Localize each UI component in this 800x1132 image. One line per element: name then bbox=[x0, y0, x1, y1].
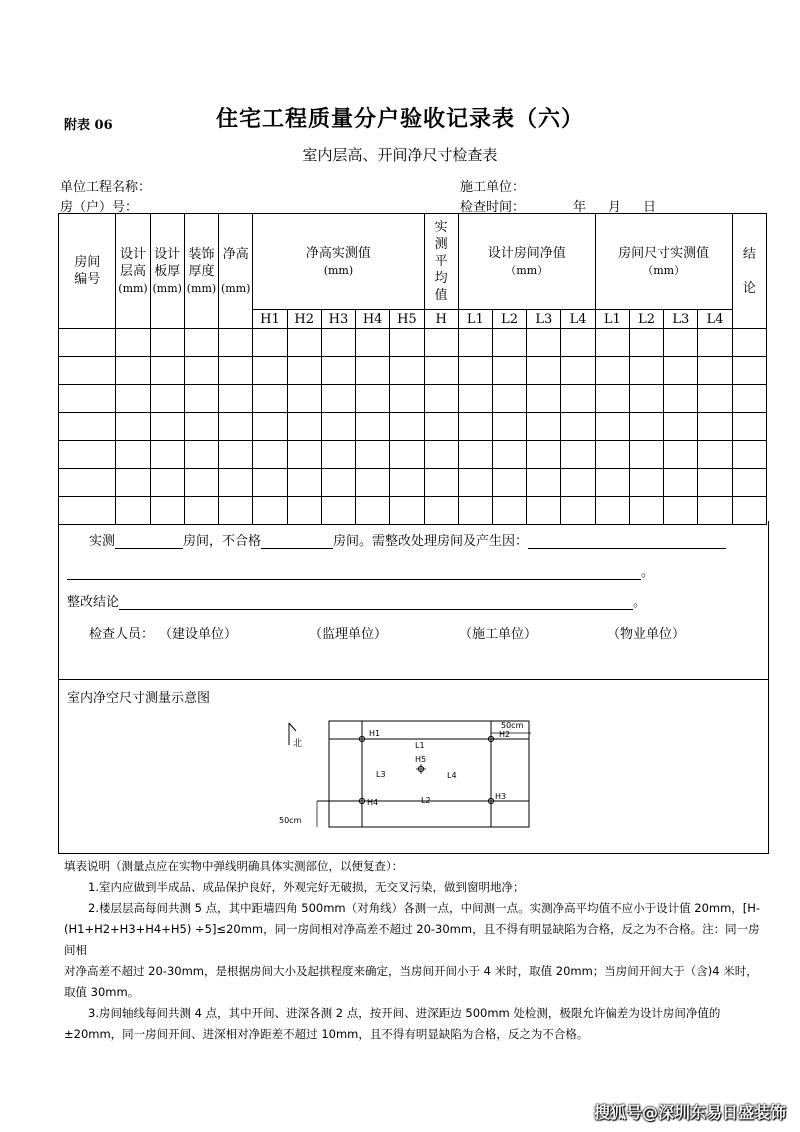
header-design-floor-height: 设计 层高 (mm) bbox=[116, 214, 150, 329]
notes-intro: 填表说明（测量点应在实物中弹线明确具体实测部位，以便复查）： bbox=[64, 859, 404, 873]
table-cell[interactable] bbox=[184, 469, 218, 497]
table-cell[interactable] bbox=[321, 441, 355, 469]
rectify-reason-field[interactable] bbox=[528, 532, 726, 549]
table-cell[interactable] bbox=[492, 441, 526, 469]
table-cell[interactable] bbox=[287, 357, 321, 385]
table-cell[interactable] bbox=[356, 357, 390, 385]
table-cell[interactable] bbox=[184, 385, 218, 413]
table-cell[interactable] bbox=[732, 385, 766, 413]
table-cell[interactable] bbox=[59, 357, 116, 385]
table-cell[interactable] bbox=[458, 329, 492, 357]
table-cell[interactable] bbox=[150, 469, 184, 497]
table-cell[interactable] bbox=[629, 385, 663, 413]
sub-header-design-l2: L2 bbox=[492, 310, 526, 329]
table-cell[interactable] bbox=[595, 469, 629, 497]
rectify-label: 房间。需整改处理房间及产生因： bbox=[333, 534, 529, 549]
table-cell[interactable] bbox=[424, 441, 458, 469]
table-cell[interactable] bbox=[458, 413, 492, 441]
table-cell[interactable] bbox=[492, 413, 526, 441]
table-cell[interactable] bbox=[184, 329, 218, 357]
appendix-label: 附表 06 bbox=[64, 118, 113, 133]
table-cell[interactable] bbox=[561, 357, 595, 385]
table-cell[interactable] bbox=[458, 357, 492, 385]
table-cell[interactable] bbox=[458, 469, 492, 497]
table-cell[interactable] bbox=[732, 357, 766, 385]
table-cell[interactable] bbox=[390, 385, 424, 413]
table-cell[interactable] bbox=[253, 413, 287, 441]
table-cell[interactable] bbox=[390, 469, 424, 497]
note-3b: ±20mm，同一房间开间、进深相对净距差不超过 10mm，且不得有明显缺陷为合格，反之为不合格。 bbox=[64, 1027, 589, 1041]
table-cell[interactable] bbox=[116, 329, 150, 357]
org-supervise: （监理单位） bbox=[309, 627, 388, 642]
table-cell[interactable] bbox=[492, 385, 526, 413]
table-cell[interactable] bbox=[253, 441, 287, 469]
table-cell[interactable] bbox=[150, 329, 184, 357]
table-cell[interactable] bbox=[356, 329, 390, 357]
label-l3: L3 bbox=[376, 770, 386, 779]
inspector-label: 检查人员： bbox=[89, 627, 155, 642]
table-cell[interactable] bbox=[629, 469, 663, 497]
point-h5 bbox=[416, 764, 426, 774]
unit-project-label: 单位工程名称： bbox=[60, 180, 152, 195]
table-cell[interactable] bbox=[219, 385, 253, 413]
label-l4: L4 bbox=[447, 771, 457, 780]
org-construct: （施工单位） bbox=[459, 627, 538, 642]
rectify-conclusion-field[interactable] bbox=[119, 593, 633, 610]
table-cell[interactable] bbox=[424, 385, 458, 413]
table-cell[interactable] bbox=[390, 329, 424, 357]
header-conclusion: 结 论 bbox=[732, 214, 766, 329]
table-cell[interactable] bbox=[595, 357, 629, 385]
sub-header-h3: H3 bbox=[321, 310, 355, 329]
measured-label: 实测 bbox=[89, 534, 116, 549]
table-cell[interactable] bbox=[424, 469, 458, 497]
table-cell[interactable] bbox=[664, 357, 698, 385]
table-cell[interactable] bbox=[219, 413, 253, 441]
note-2a: 2.楼层层高每间共测 5 点，其中距墙四角 500mm（对角线）各测一点，中间测一点。实测净高平均值不应小于设计值 20mm，[H- bbox=[88, 901, 761, 915]
table-cell[interactable] bbox=[59, 441, 116, 469]
table-cell[interactable] bbox=[356, 441, 390, 469]
table-cell[interactable] bbox=[629, 329, 663, 357]
table-cell[interactable] bbox=[321, 329, 355, 357]
table-cell[interactable] bbox=[595, 329, 629, 357]
label-h3: H3 bbox=[495, 792, 507, 801]
table-cell[interactable] bbox=[664, 413, 698, 441]
table-cell[interactable] bbox=[732, 413, 766, 441]
rectify-reason-field-2[interactable] bbox=[67, 563, 641, 580]
table-cell[interactable] bbox=[492, 469, 526, 497]
table-cell[interactable] bbox=[492, 357, 526, 385]
table-cell[interactable] bbox=[253, 357, 287, 385]
sub-header-h4: H4 bbox=[356, 310, 390, 329]
watermark: 搜狐号@深圳东易日盛装饰 bbox=[593, 1103, 786, 1122]
year-label: 年 bbox=[573, 200, 587, 215]
sub-header-design-l3: L3 bbox=[527, 310, 561, 329]
table-cell[interactable] bbox=[219, 469, 253, 497]
sub-header-h2: H2 bbox=[287, 310, 321, 329]
table-row bbox=[59, 329, 767, 357]
table-cell[interactable] bbox=[732, 329, 766, 357]
sub-header-actual-l1: L1 bbox=[595, 310, 629, 329]
note-3a: 3.房间轴线每间共测 4 点，其中开间、进深各测 2 点，按开间、进深距边 500mm 处检测，极限允许偏差为设计房间净值的 bbox=[88, 1006, 721, 1020]
note-1: 1.室内应做到半成品、成品保护良好，外观完好无破损，无交叉污染，做到窗明地净； bbox=[88, 880, 525, 894]
table-cell[interactable] bbox=[253, 385, 287, 413]
table-cell[interactable] bbox=[458, 385, 492, 413]
table-cell[interactable] bbox=[150, 357, 184, 385]
table-cell[interactable] bbox=[356, 413, 390, 441]
table-cell[interactable] bbox=[356, 385, 390, 413]
table-cell[interactable] bbox=[390, 413, 424, 441]
diagram-section bbox=[58, 679, 769, 854]
note-2b: (H1+H2+H3+H4+H5) ÷5]≤20mm，同一房间相对净高差不超过 20-30mm，且不得有明显缺陷为合格，反之为不合格。注：同一房间相 bbox=[64, 922, 760, 957]
failed-rooms-field[interactable] bbox=[261, 532, 333, 549]
table-cell[interactable] bbox=[629, 413, 663, 441]
table-cell[interactable] bbox=[390, 441, 424, 469]
check-time-label: 检查时间： bbox=[460, 200, 526, 215]
header-room-no: 房间 编号 bbox=[59, 214, 116, 329]
table-cell[interactable] bbox=[664, 329, 698, 357]
table-cell[interactable] bbox=[527, 329, 561, 357]
table-row bbox=[59, 413, 767, 441]
fail-label: 房间，不合格 bbox=[183, 534, 262, 549]
table-cell[interactable] bbox=[150, 413, 184, 441]
header-room-actual-size: 房间尺寸实测值 （mm） bbox=[595, 214, 732, 310]
table-cell[interactable] bbox=[527, 441, 561, 469]
table-cell[interactable] bbox=[732, 441, 766, 469]
table-cell[interactable] bbox=[595, 441, 629, 469]
period-mark: 。 bbox=[641, 565, 655, 580]
table-cell[interactable] bbox=[321, 413, 355, 441]
header-measured-net-height: 净高实测值 (mm) bbox=[253, 214, 424, 310]
table-cell[interactable] bbox=[424, 329, 458, 357]
table-cell[interactable] bbox=[698, 357, 732, 385]
table-cell[interactable] bbox=[253, 469, 287, 497]
table-cell[interactable] bbox=[59, 329, 116, 357]
table-cell[interactable] bbox=[116, 413, 150, 441]
summary-section bbox=[58, 521, 769, 680]
dim-50-left: 50cm bbox=[279, 816, 302, 825]
table-cell[interactable] bbox=[629, 441, 663, 469]
period-mark-2: 。 bbox=[633, 595, 647, 610]
page-subtitle: 室内层高、开间净尺寸检查表 bbox=[302, 146, 498, 164]
table-cell[interactable] bbox=[116, 385, 150, 413]
table-cell[interactable] bbox=[219, 357, 253, 385]
table-cell[interactable] bbox=[59, 469, 116, 497]
table-cell[interactable] bbox=[287, 413, 321, 441]
table-cell[interactable] bbox=[287, 329, 321, 357]
table-row bbox=[59, 385, 767, 413]
table-cell[interactable] bbox=[527, 357, 561, 385]
label-l2: L2 bbox=[421, 796, 431, 805]
table-cell[interactable] bbox=[321, 357, 355, 385]
table-cell[interactable] bbox=[116, 357, 150, 385]
table-cell[interactable] bbox=[698, 413, 732, 441]
table-cell[interactable] bbox=[527, 413, 561, 441]
table-cell[interactable] bbox=[287, 385, 321, 413]
header-measured-average: 实 测 平 均 值 bbox=[424, 214, 458, 310]
note-2d: 取值 30mm。 bbox=[64, 985, 140, 999]
measured-rooms-field[interactable] bbox=[115, 532, 183, 549]
header-design-room-net: 设计房间净值 （mm） bbox=[458, 214, 595, 310]
table-cell[interactable] bbox=[150, 441, 184, 469]
table-cell[interactable] bbox=[150, 385, 184, 413]
table-cell[interactable] bbox=[424, 413, 458, 441]
table-cell[interactable] bbox=[561, 441, 595, 469]
table-cell[interactable] bbox=[184, 441, 218, 469]
sub-header-design-l4: L4 bbox=[561, 310, 595, 329]
table-cell[interactable] bbox=[321, 385, 355, 413]
constructor-label: 施工单位： bbox=[460, 180, 526, 195]
sub-header-actual-l2: L2 bbox=[629, 310, 663, 329]
rectify-conclusion-label: 整改结论 bbox=[67, 595, 120, 610]
sub-header-actual-l3: L3 bbox=[664, 310, 698, 329]
table-cell[interactable] bbox=[561, 329, 595, 357]
table-cell[interactable] bbox=[287, 441, 321, 469]
table-cell[interactable] bbox=[698, 329, 732, 357]
page-title: 住宅工程质量分户验收记录表（六） bbox=[215, 107, 584, 132]
table-cell[interactable] bbox=[390, 357, 424, 385]
table-cell[interactable] bbox=[664, 469, 698, 497]
table-cell[interactable] bbox=[424, 357, 458, 385]
table-cell[interactable] bbox=[253, 329, 287, 357]
label-l1: L1 bbox=[415, 741, 425, 750]
table-cell[interactable] bbox=[698, 469, 732, 497]
table-cell[interactable] bbox=[219, 441, 253, 469]
sub-header-h: H bbox=[424, 310, 458, 329]
header-net-height: 净高 (mm) bbox=[219, 214, 253, 329]
table-cell[interactable] bbox=[629, 357, 663, 385]
table-row bbox=[59, 357, 767, 385]
diagram-caption: 室内净空尺寸测量示意图 bbox=[67, 691, 211, 706]
table-cell[interactable] bbox=[321, 469, 355, 497]
label-h4: H4 bbox=[367, 798, 379, 807]
table-cell[interactable] bbox=[59, 413, 116, 441]
table-cell[interactable] bbox=[664, 441, 698, 469]
label-h2: H2 bbox=[499, 730, 511, 739]
table-cell[interactable] bbox=[59, 385, 116, 413]
table-cell[interactable] bbox=[184, 357, 218, 385]
table-cell[interactable] bbox=[561, 385, 595, 413]
room-no-label: 房（户）号： bbox=[60, 200, 139, 215]
day-label: 日 bbox=[643, 200, 657, 215]
table-cell[interactable] bbox=[698, 385, 732, 413]
table-cell[interactable] bbox=[116, 441, 150, 469]
inspection-table bbox=[58, 213, 767, 525]
table-cell[interactable] bbox=[561, 413, 595, 441]
table-cell[interactable] bbox=[527, 385, 561, 413]
table-cell[interactable] bbox=[527, 469, 561, 497]
header-design-slab-thickness: 设计 板厚 (mm) bbox=[150, 214, 184, 329]
sub-header-design-l1: L1 bbox=[458, 310, 492, 329]
org-build: （建设单位） bbox=[159, 627, 238, 642]
table-cell[interactable] bbox=[595, 385, 629, 413]
sub-header-actual-l4: L4 bbox=[698, 310, 732, 329]
table-cell[interactable] bbox=[664, 385, 698, 413]
note-2c: 对净高差不超过 20-30mm，是根据房间大小及起拱程度来确定，当房间开间小于 4 米时，取值 20mm；当房间开间大于（含)4 米时， bbox=[64, 964, 758, 978]
measurement-diagram bbox=[269, 709, 569, 839]
fill-notes bbox=[64, 856, 764, 1045]
header-decoration-thickness: 装饰 厚度 (mm) bbox=[184, 214, 218, 329]
table-cell[interactable] bbox=[492, 329, 526, 357]
table-cell[interactable] bbox=[561, 469, 595, 497]
month-label: 月 bbox=[608, 200, 622, 215]
table-cell[interactable] bbox=[219, 329, 253, 357]
table-cell[interactable] bbox=[458, 441, 492, 469]
dim-50-top: 50cm bbox=[501, 721, 524, 730]
sub-header-h5: H5 bbox=[390, 310, 424, 329]
table-row bbox=[59, 441, 767, 469]
table-cell[interactable] bbox=[698, 441, 732, 469]
table-cell[interactable] bbox=[184, 413, 218, 441]
org-property: （物业单位） bbox=[607, 627, 686, 642]
table-cell[interactable] bbox=[595, 413, 629, 441]
table-cell[interactable] bbox=[732, 469, 766, 497]
north-label: 北 bbox=[293, 739, 303, 749]
label-h5: H5 bbox=[415, 755, 427, 764]
table-row bbox=[59, 469, 767, 497]
label-h1: H1 bbox=[369, 729, 381, 738]
table-cell[interactable] bbox=[116, 469, 150, 497]
sub-header-h1: H1 bbox=[253, 310, 287, 329]
table-cell[interactable] bbox=[287, 469, 321, 497]
table-cell[interactable] bbox=[356, 469, 390, 497]
